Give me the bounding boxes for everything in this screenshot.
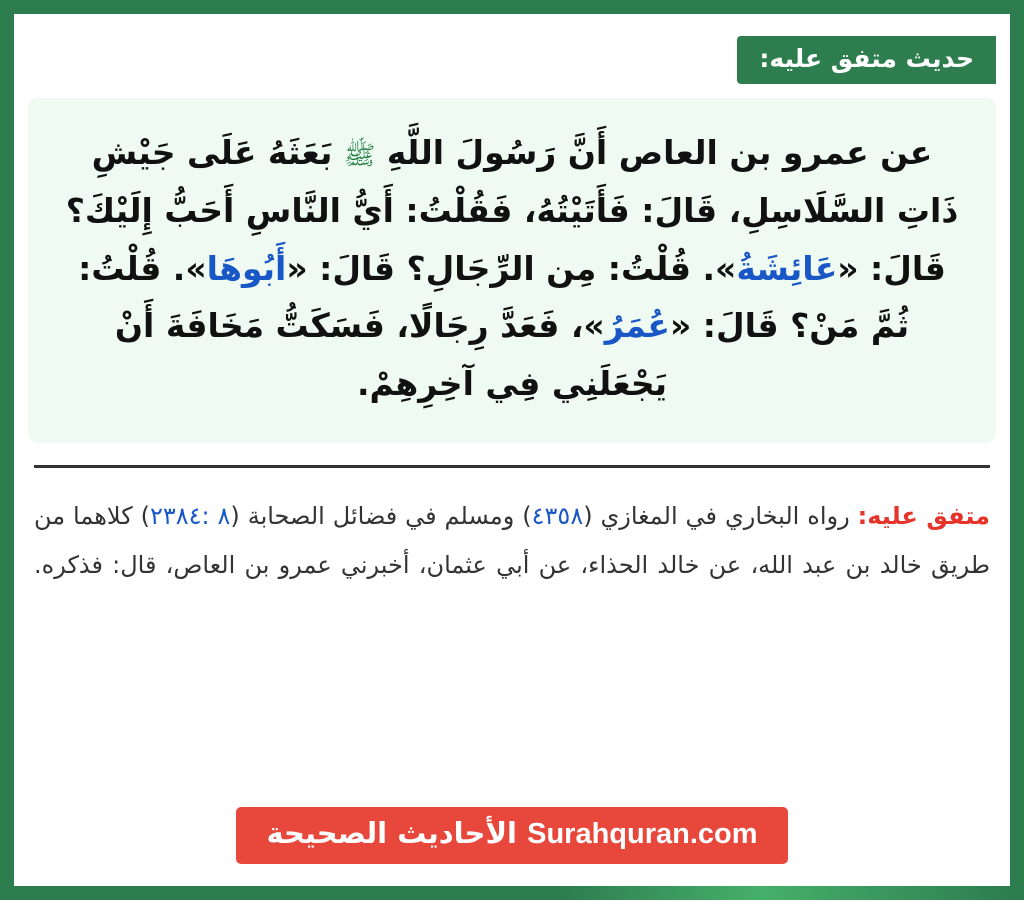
takhrij-reference-muslim: ٨ :٢٣٨٤: [149, 501, 231, 530]
site-branding-badge[interactable]: [236, 807, 787, 864]
card-inner: [14, 14, 1010, 900]
hadith-part-4: ». قُلْتُ: ثُمَّ مَنْ؟ قَالَ: «: [78, 248, 910, 346]
hadith-part-2: بَعَثَهُ عَلَى جَيْشِ ذَاتِ السَّلَاسِلِ، قَالَ: فَأَتَيْتُهُ، فَقُلْتُ: أَيُّ النَّاسِ أَحَبُّ إِلَيْكَ؟ قَالَ: «: [65, 133, 959, 288]
section-divider: [34, 465, 990, 468]
bottom-decorative-band: [14, 886, 1010, 900]
hadith-part-3: ». قُلْتُ: مِن الرِّجَالِ؟ قَالَ: «: [286, 248, 737, 288]
hadith-part-5: »، فَعَدَّ رِجَالًا، فَسَكَتُّ مَخَافَةَ أَنْ يَجْعَلَنِي فِي آخِرِهِمْ.: [114, 306, 668, 403]
hadith-part-1: عن عمرو بن العاص أَنَّ رَسُولَ اللَّهِ: [375, 133, 933, 172]
hadith-name-aisha: عَائِشَةُ: [736, 248, 838, 288]
hadith-name-umar: عُمَرُ: [604, 306, 670, 346]
takhrij-text-1: رواه البخاري في المغازي (: [583, 501, 858, 530]
header-row: [28, 14, 996, 84]
takhrij-text-2: ) ومسلم في فضائل الصحابة (: [230, 501, 532, 530]
takhrij-reference-bukhari: ٤٣٥٨: [531, 501, 584, 530]
salla-allahu-alayhi-wa-sallam-icon: ﷺ: [343, 141, 376, 171]
hadith-text-block: [28, 98, 996, 443]
takhrij-label: متفق عليه:: [857, 501, 990, 530]
hadith-type-badge: حديث متفق عليه:: [737, 36, 996, 84]
site-tagline: الأحاديث الصحيحة: [266, 816, 517, 851]
takhrij-paragraph: [28, 492, 996, 590]
site-name: Surahquran.com: [527, 818, 758, 851]
takhrij-text-3: ) كلاهما من طريق خالد بن عبد الله، عن خالد الحذاء، عن أبي عثمان، أخبرني عمرو بن العاص، قال: فذكره.: [34, 501, 990, 579]
hadith-name-abuha: أَبُوهَا: [206, 248, 287, 288]
